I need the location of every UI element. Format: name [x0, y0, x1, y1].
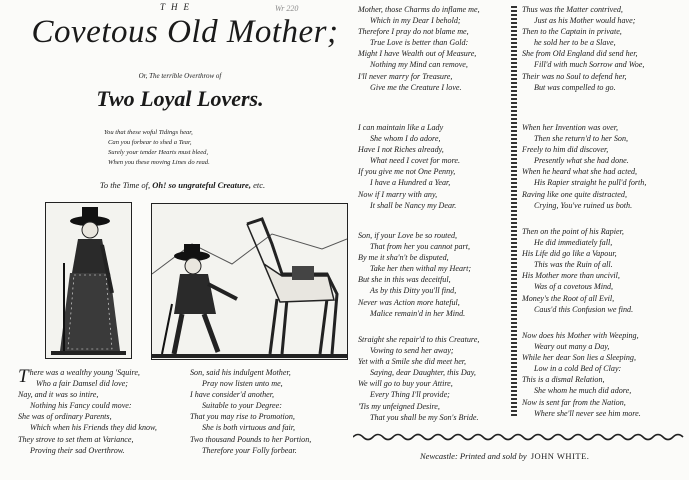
verse-8 — [522, 122, 646, 211]
verse-line: Who a fair Damsel did love; — [36, 379, 128, 389]
subtitle: Or, The terrible Overthrow of — [138, 72, 222, 80]
verse-line: Never was Action more hateful, — [358, 297, 460, 307]
verse-line: His Rapier straight he pull'd forth, — [534, 178, 647, 188]
verse-line: But she in this was deceitful, — [358, 275, 451, 285]
verse-line: As by this Ditty you'll find, — [370, 286, 457, 296]
verse-10 — [522, 330, 641, 419]
tune-line — [10, 180, 355, 190]
verse-line: She from Old England did send her, — [522, 49, 638, 59]
verse-line: Low in a cold Bed of Clay: — [534, 364, 622, 374]
verse-line: Was of a covetous Mind, — [534, 282, 614, 292]
column-divider — [511, 6, 517, 418]
verse-line: Nothing his Fancy could move: — [30, 401, 132, 411]
verse-line: Nay, and it was so intire, — [18, 390, 99, 400]
verse-line: Yet with a Smile she did meet her, — [358, 357, 467, 367]
verse-5 — [358, 230, 471, 319]
drop-cap: T — [18, 366, 29, 387]
intro-verse — [104, 128, 210, 168]
verse-line: Now is sent far from the Nation, — [522, 397, 626, 407]
verse-line: Which in my Dear I behold; — [370, 16, 461, 26]
verse-1 — [18, 367, 157, 456]
verse-line: Thus was the Matter contrived, — [522, 5, 623, 14]
verse-line: he sold her to be a Slave, — [534, 38, 616, 48]
verse-line: When her Invention was over, — [522, 123, 618, 132]
verse-line: Son, said his indulgent Mother, — [190, 368, 291, 377]
verse-line: Take her then withal my Heart; — [370, 264, 472, 274]
ornamental-rule — [353, 429, 685, 439]
verse-line: Freely to him did discover, — [522, 145, 609, 155]
verse-line: Then she return'd to her Son, — [534, 134, 629, 144]
tune-suffix: etc. — [253, 180, 266, 190]
verse-line: When he heard what she had acted, — [522, 167, 638, 177]
imprint-text: Newcastle: Printed and sold by — [420, 451, 527, 461]
verse-line: Raving like one quite distracted, — [522, 189, 627, 199]
verse-line: But was compelled to go. — [534, 82, 616, 92]
verse-line: Every Thing I'll provide; — [370, 390, 450, 400]
verse-line: Pray now listen unto me, — [202, 379, 283, 389]
verse-line: Nothing my Mind can remove, — [370, 60, 468, 70]
verse-line: He did immediately fall, — [534, 238, 613, 248]
verse-4 — [358, 122, 460, 211]
verse-line: Have I not Riches already, — [358, 145, 444, 155]
verse-line: Saying, dear Daughter, this Day, — [370, 368, 476, 378]
woman-figure-icon — [46, 203, 131, 358]
verse-line: Son, if your Love be so routed, — [358, 231, 458, 240]
verse-line: Where she'll never see him more. — [534, 408, 641, 418]
verse-line: Vowing to send her away; — [370, 346, 454, 356]
verse-line: Now if I marry with any, — [358, 189, 438, 199]
verse-line: Might I have Wealth out of Measure, — [358, 49, 477, 59]
verse-line: She whom he much did adore, — [534, 386, 632, 396]
verse-line: That you shall be my Son's Bride. — [370, 412, 479, 422]
woodcut-man-horse — [151, 203, 348, 360]
verse-line: Just as his Mother would have; — [534, 16, 636, 26]
tune-name: Oh! so ungrateful Creature, — [152, 180, 251, 190]
verse-line: Malice remain'd in her Mind. — [370, 308, 466, 318]
verse-line: Money's the Root of all Evil, — [522, 293, 615, 303]
printer-name: JOHN WHITE. — [530, 451, 590, 461]
verse-line: Therefore your Folly forbear. — [202, 445, 297, 455]
verse-line: Suitable to your Degree: — [202, 401, 282, 411]
tune-prefix: To the Time of, — [99, 180, 151, 190]
intro-line: You that these woful Tidings hear, — [104, 129, 193, 136]
title-lovers: Two Loyal Lovers. — [96, 86, 264, 111]
verse-line: Presently what she had done. — [534, 156, 629, 166]
verse-line: What need I covet for more. — [370, 156, 461, 166]
woodcut-woman — [45, 202, 132, 359]
verse-line: Proving their sad Overthrow. — [30, 445, 125, 455]
verse-line: His Mother more than uncivil, — [522, 271, 620, 281]
verse-line: Two thousand Pounds to her Portion, — [190, 434, 312, 444]
scroll-ornament-icon — [353, 432, 685, 442]
page-title: Covetous Old Mother; — [31, 14, 339, 50]
verse-line: Then on the point of his Rapier, — [522, 227, 624, 236]
verse-line: Their was no Soul to defend her, — [522, 71, 627, 81]
verse-line: I'll never marry for Treasure, — [358, 71, 453, 81]
intro-line: Can you forbear to shed a Tear, — [108, 139, 192, 146]
verse-line: Give me the Creature I love. — [370, 82, 462, 92]
catalog-mark: Wr 220 — [275, 4, 299, 13]
verse-line: If you give me not One Penny, — [358, 167, 456, 177]
verse-line: True Love is better than Gold: — [370, 38, 469, 48]
verse-line: This was the Ruin of all. — [534, 260, 613, 270]
verse-line: While her dear Son lies a Sleeping, — [522, 353, 636, 363]
verse-line-text: here was a wealthy young 'Squire, — [29, 368, 140, 377]
verse-line: Mother, those Charms do inflame me, — [358, 5, 480, 14]
verse-line: She is both virtuous and fair, — [202, 423, 296, 433]
verse-line: She whom I do adore, — [370, 134, 441, 144]
verse-line: Crying, You've ruined us both. — [534, 200, 633, 210]
verse-line: 'Tis my unfeigned Desire, — [358, 401, 440, 411]
verse-line: Now does his Mother with Weeping, — [522, 331, 639, 340]
verse-line: It shall be Nancy my Dear. — [370, 200, 457, 210]
verse-line: I have consider'd another, — [190, 390, 274, 400]
verse-line: By me it sha'n't be disputed, — [358, 253, 449, 263]
verse-6 — [358, 334, 479, 423]
verse-line: I can maintain like a Lady — [358, 123, 444, 132]
verse-7 — [522, 4, 644, 93]
imprint — [420, 451, 589, 461]
verse-line: This is a dismal Relation, — [522, 375, 605, 385]
man-horse-icon — [152, 204, 347, 359]
verse-line: His Life did go like a Vapour, — [522, 249, 617, 259]
verse-line: Caus'd this Confusion we find. — [534, 304, 634, 314]
verse-line: Straight she repair'd to this Creature, — [358, 335, 480, 344]
verse-2 — [190, 367, 311, 456]
intro-line: When you these moving Lines do read. — [108, 159, 210, 166]
verse-line: They strove to set them at Variance, — [18, 434, 134, 444]
verse-line: Then to the Captain in private, — [522, 27, 622, 37]
intro-line: Surely your tender Hearts must bleed, — [108, 149, 209, 156]
verse-line: I have a Hundred a Year, — [370, 178, 451, 188]
title-the: THE — [159, 2, 195, 12]
verse-9 — [522, 226, 633, 315]
verse-line: That you may rise to Promotion, — [190, 412, 295, 422]
verse-line: Therefore I pray do not blame me, — [358, 27, 469, 37]
verse-line: That from her you cannot part, — [370, 242, 470, 252]
verse-line: We will go to buy your Attire, — [358, 379, 453, 389]
verse-line: She was of ordinary Parents, — [18, 412, 112, 422]
verse-line: Which when his Friends they did know, — [30, 423, 157, 433]
verse-line: Weary out many a Day, — [534, 342, 610, 352]
verse-line: Fill'd with much Sorrow and Woe, — [534, 60, 645, 70]
verse-3 — [358, 4, 480, 93]
